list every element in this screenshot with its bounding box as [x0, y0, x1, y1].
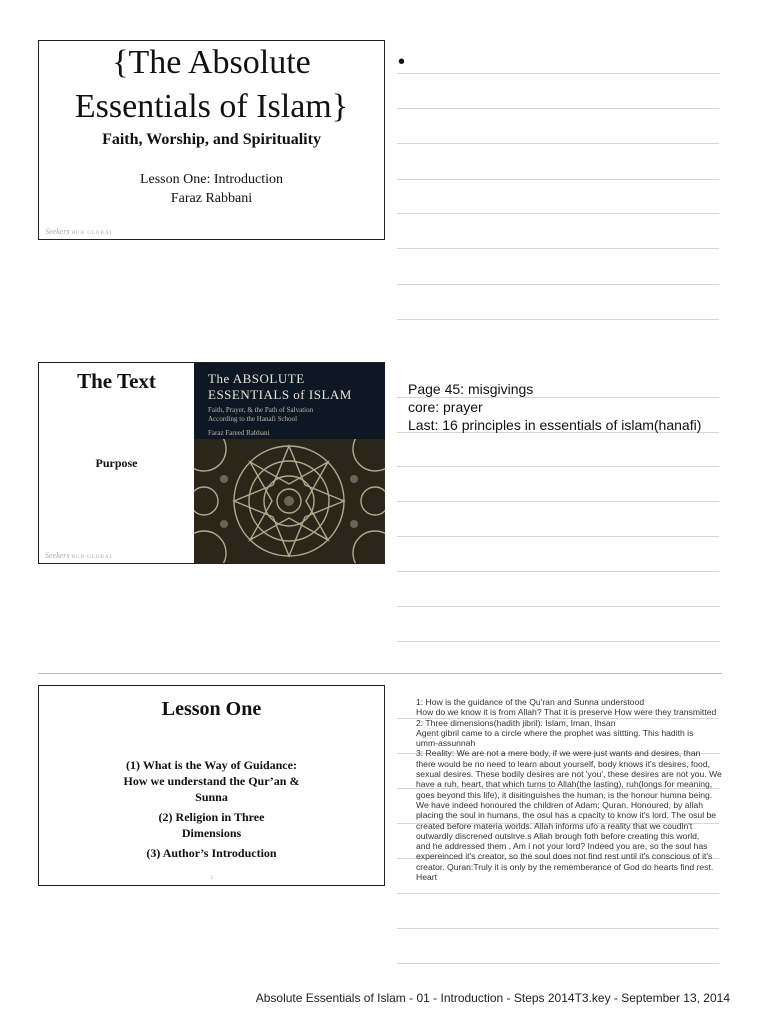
notes-3-line: How do we know it is from Allah? That it is preserve How were they transmitted	[416, 707, 717, 718]
slide-1-thumbnail	[38, 40, 385, 240]
notes-3-text	[416, 697, 746, 882]
notes-3-line: 1: How is the guidance of the Qu'ran and Sunna understood	[416, 697, 645, 707]
slide-3-item-2: (2) Religion in Three Dimensions	[158, 810, 265, 840]
slide-3-heading: Lesson One	[161, 698, 262, 720]
notes-rule-line	[397, 143, 719, 144]
notes-rule-line	[397, 248, 719, 249]
slide-3-page-number: 3	[210, 876, 213, 881]
book-title-line-2: ESSENTIALS of ISLAM	[208, 387, 352, 402]
notes-rule-line	[397, 893, 719, 894]
notes-3-line: have a ruh, heart, that which turns to Allah(the lasting), ruh(longs for meaning,	[416, 779, 713, 790]
slide-3-item-1: (1) What is the Way of Guidance: How we understand the Qur’an & Sunna	[123, 758, 300, 804]
slide-1-lesson: Lesson One: Introduction	[139, 172, 284, 187]
notes-rule-line	[397, 606, 719, 607]
notes-rule-line	[397, 213, 719, 214]
notes-2-line: core: prayer	[408, 399, 483, 415]
seekers-logo-small: HUB GLOBAL	[71, 231, 114, 236]
notes-rule-line	[397, 179, 719, 180]
notes-3-line: outwardly discrened outslrve.s Allah brough foth before creating this world,	[416, 830, 700, 841]
notes-2-line: Page 45: misgivings	[408, 381, 534, 397]
notes-3-line: placing the soul in humans, the osul has a cpacity to know it's lord. The osul be	[416, 810, 717, 821]
notes-rule-line	[397, 963, 719, 964]
notes-3-line: 2: Three dimensions(hadith jibril): Islam, Iman, Ihsan	[416, 717, 616, 728]
slide-1-author: Faraz Rabbani	[170, 191, 253, 206]
slide-3-thumbnail	[38, 685, 385, 886]
notes-3-line: creator. Quran:Truly it is only by the rememberance of God do hearts find rest.	[416, 861, 714, 872]
notes-1-bullet: •	[398, 51, 406, 73]
ornament-pattern-icon	[194, 439, 385, 563]
seekers-logo-text: Seekers	[45, 551, 70, 560]
notes-3-line: created before materia worlds. Allah informs ufo a reality that we coudln't	[416, 820, 693, 831]
notes-rule-line	[397, 928, 719, 929]
seekers-logo	[45, 227, 114, 236]
slide-3-item-3: (3) Author’s Introduction	[146, 846, 277, 860]
notes-2-line: Last: 16 principles in essentials of islam(hanafi)	[408, 417, 702, 433]
slide-1-title-line-1: {The Absolute	[112, 44, 311, 81]
notes-rule-line	[397, 73, 719, 74]
notes-3-line: Agent gibril came to a circle where the prophet was sittting. This hadith is	[416, 727, 694, 738]
book-cover-image	[194, 363, 385, 563]
book-subtitle: Faith, Prayer, & the Path of Salvation According to the Hanafi School	[208, 406, 314, 423]
slide-3-items	[39, 757, 384, 865]
notes-3-line: We have indeed honoured the children of Adam; Quran. Honoured, by allah	[416, 799, 703, 810]
slide-2-purpose: Purpose	[95, 456, 138, 470]
notes-rule-line	[397, 536, 719, 537]
notes-3-line: there would be no need to learn about yourself, body knows it's desires, food,	[416, 758, 711, 769]
slide-1-title-line-2: Essentials of Islam}	[74, 88, 349, 125]
notes-rule-line	[397, 571, 719, 572]
notes-rule-line	[397, 319, 719, 320]
slide-1-title	[39, 41, 384, 129]
notes-3-line: and he addressed them , Am i not your lord? Indeed you are, so the soul has	[416, 841, 708, 852]
notes-3-line: umm-assunnah	[416, 738, 476, 749]
seekers-logo-text: Seekers	[45, 227, 70, 236]
notes-3-line: Heart	[416, 872, 438, 883]
slide-2-heading: The Text	[77, 369, 156, 393]
notes-3-line: sexual desires. These bodily desires are not 'you', these desires are not you. We	[416, 769, 722, 780]
section-separator	[38, 673, 722, 674]
seekers-logo-small: HUB GLOBAL	[71, 555, 114, 560]
notes-2-text	[408, 380, 701, 434]
notes-3-line: goes beyond this life), it disitinguishes the human, is the honour humna being.	[416, 789, 713, 800]
notes-rule-line	[397, 284, 719, 285]
notes-rule-line	[397, 641, 719, 642]
notes-rule-line	[397, 108, 719, 109]
notes-3-line: 3: Reality: We are not a mere body, if we were just wants and desires, than	[416, 748, 701, 759]
page-footer: Absolute Essentials of Islam - 01 - Introduction - Steps 2014T3.key - September 13, 2014	[255, 991, 730, 1005]
book-title-line-1: The ABSOLUTE	[208, 371, 305, 386]
notes-rule-line	[397, 501, 719, 502]
slide-2-thumbnail	[38, 362, 385, 564]
notes-rule-line	[397, 466, 719, 467]
notes-3-line: expereinced it's creator, so the soul does not find rest until it's conscious of it's	[416, 851, 713, 862]
slide-1-subtitle: Faith, Worship, and Spirituality	[102, 131, 321, 148]
seekers-logo	[45, 551, 114, 560]
book-author: Faraz Fareed Rabbani	[208, 429, 270, 437]
